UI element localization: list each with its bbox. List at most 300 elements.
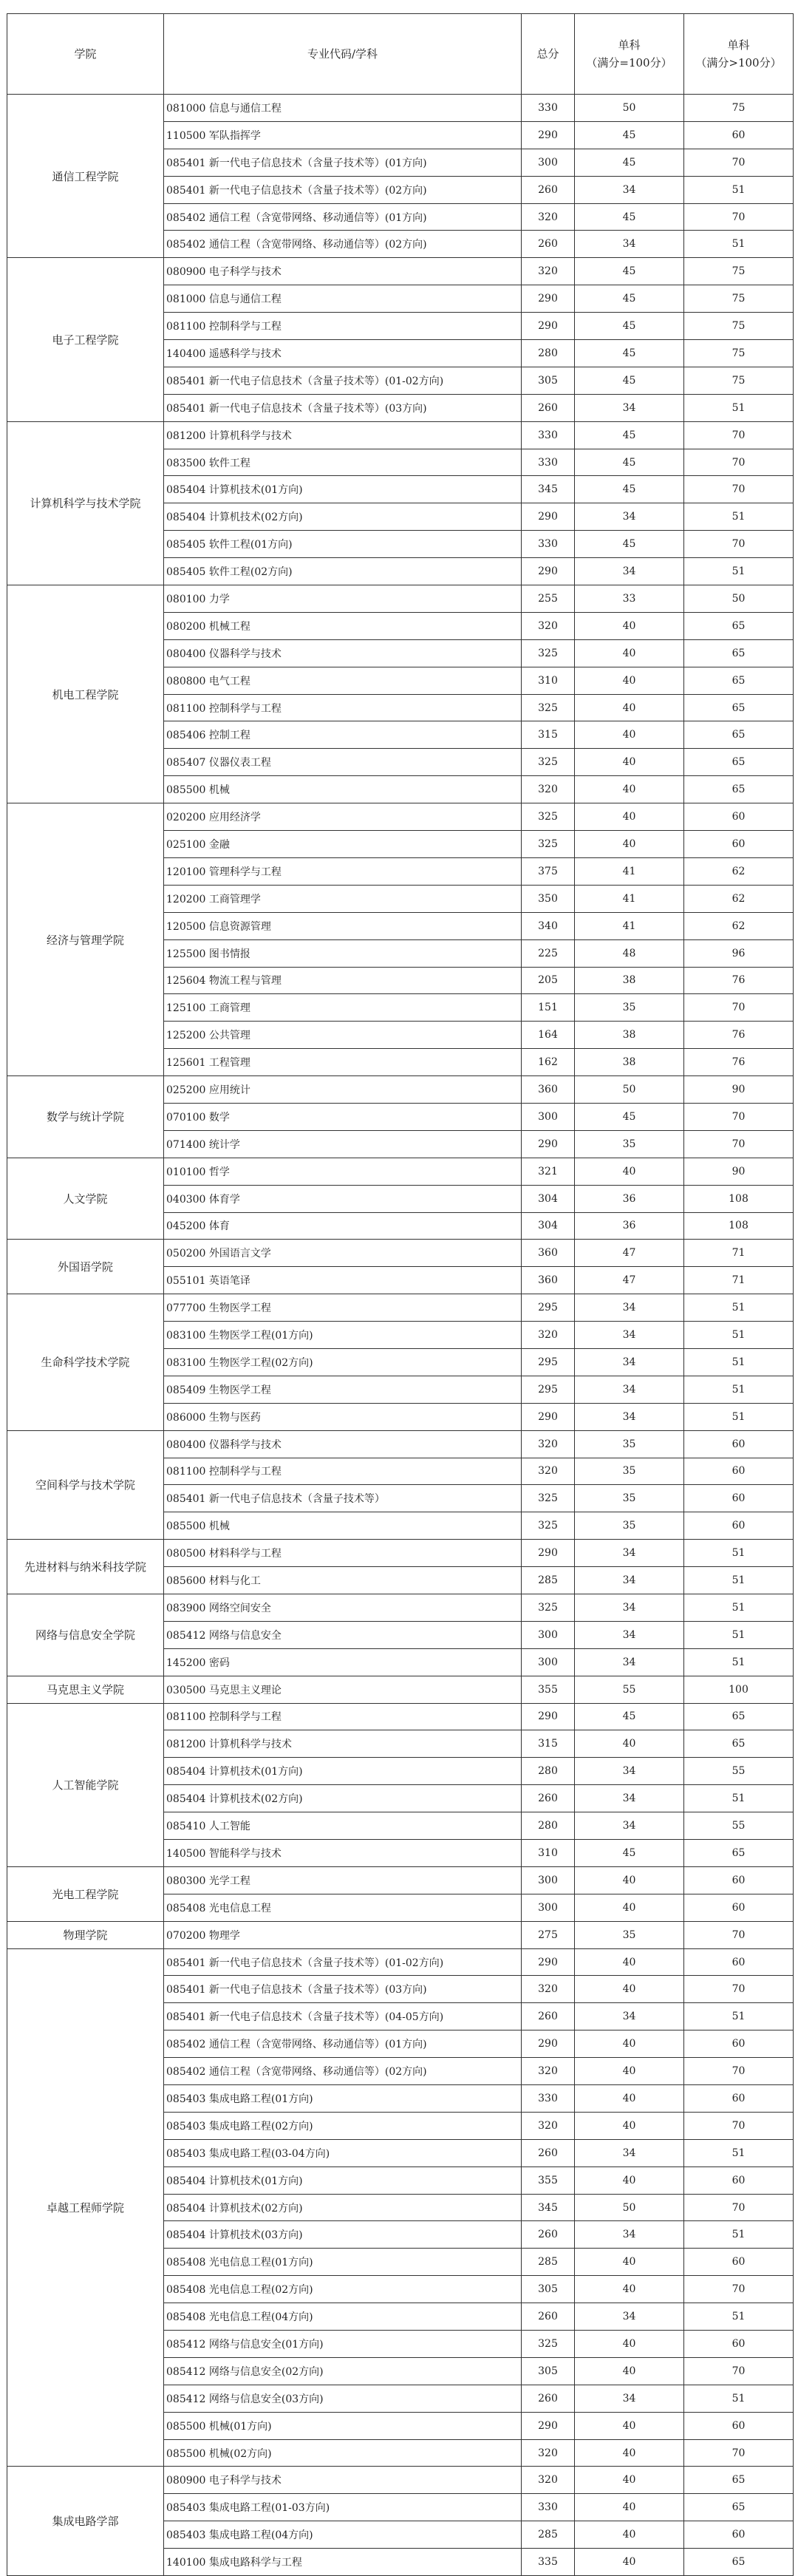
single-100-cell: 38: [575, 1049, 684, 1076]
major-cell: 083100 生物医学工程(02方向): [164, 1348, 522, 1376]
single-100-cell: 40: [575, 694, 684, 721]
single-100-cell: 50: [575, 1076, 684, 1104]
single-gt100-cell: 60: [684, 1894, 794, 1921]
total-score-cell: 320: [522, 1976, 575, 2003]
major-cell: 125601 工程管理: [164, 1049, 522, 1076]
single-gt100-cell: 65: [684, 612, 794, 639]
score-table: [7, 13, 794, 2576]
single-gt100-cell: 76: [684, 967, 794, 994]
major-cell: 040300 体育学: [164, 1185, 522, 1212]
total-score-cell: 330: [522, 531, 575, 558]
single-gt100-cell: 60: [684, 1948, 794, 1976]
single-100-cell: 40: [575, 2112, 684, 2139]
single-gt100-cell: 70: [684, 1103, 794, 1130]
single-gt100-cell: 50: [684, 585, 794, 613]
single-gt100-cell: 60: [684, 1430, 794, 1458]
single-gt100-cell: 70: [684, 149, 794, 176]
single-100-cell: 41: [575, 885, 684, 912]
major-cell: 085407 仪器仪表工程: [164, 749, 522, 776]
single-gt100-cell: 51: [684, 1540, 794, 1567]
single-gt100-cell: 70: [684, 1921, 794, 1948]
total-score-cell: 300: [522, 1621, 575, 1648]
single-gt100-cell: 70: [684, 2194, 794, 2221]
single-gt100-cell: 60: [684, 1458, 794, 1485]
single-gt100-cell: 60: [684, 1866, 794, 1894]
single-gt100-cell: 60: [684, 2030, 794, 2058]
major-cell: 085403 集成电路工程(02方向): [164, 2112, 522, 2139]
single-gt100-cell: 51: [684, 1348, 794, 1376]
major-cell: 085403 集成电路工程(01-03方向): [164, 2494, 522, 2521]
single-100-cell: 34: [575, 1294, 684, 1322]
single-100-cell: 45: [575, 203, 684, 231]
single-gt100-cell: 70: [684, 2357, 794, 2385]
total-score-cell: 295: [522, 1294, 575, 1322]
major-cell: 080800 电气工程: [164, 667, 522, 694]
total-score-cell: 260: [522, 2221, 575, 2249]
table-row: [7, 1866, 794, 1894]
total-score-cell: 325: [522, 1485, 575, 1512]
single-100-cell: 38: [575, 1022, 684, 1049]
major-cell: 010100 哲学: [164, 1158, 522, 1185]
single-100-cell: 45: [575, 476, 684, 503]
total-score-cell: 290: [522, 2412, 575, 2439]
major-cell: 083900 网络空间安全: [164, 1594, 522, 1621]
single-gt100-cell: 75: [684, 313, 794, 340]
single-100-cell: 45: [575, 1703, 684, 1730]
major-cell: 085412 网络与信息安全(03方向): [164, 2385, 522, 2412]
total-score-cell: 335: [522, 2549, 575, 2576]
single-100-cell: 45: [575, 367, 684, 394]
major-cell: 085404 计算机技术(03方向): [164, 2221, 522, 2249]
major-cell: 085401 新一代电子信息技术（含量子技术等）(01-02方向): [164, 367, 522, 394]
single-100-cell: 45: [575, 285, 684, 313]
single-gt100-cell: 55: [684, 1758, 794, 1785]
college-name: 通信工程学院: [7, 95, 164, 258]
major-cell: 085402 通信工程（含宽带网络、移动通信等）(02方向): [164, 231, 522, 258]
single-100-cell: 34: [575, 1567, 684, 1594]
total-score-cell: 164: [522, 1022, 575, 1049]
single-100-cell: 40: [575, 2331, 684, 2358]
major-cell: 120500 信息资源管理: [164, 912, 522, 939]
single-100-cell: 40: [575, 2058, 684, 2085]
total-score-cell: 285: [522, 2249, 575, 2276]
single-100-cell: 34: [575, 394, 684, 421]
major-cell: 025200 应用统计: [164, 1076, 522, 1104]
single-100-cell: 45: [575, 531, 684, 558]
total-score-cell: 305: [522, 367, 575, 394]
major-cell: 085412 网络与信息安全(01方向): [164, 2331, 522, 2358]
total-score-cell: 320: [522, 612, 575, 639]
major-cell: 085403 集成电路工程(03-04方向): [164, 2139, 522, 2167]
major-cell: 085408 光电信息工程(01方向): [164, 2249, 522, 2276]
single-100-cell: 40: [575, 612, 684, 639]
total-score-cell: 320: [522, 776, 575, 803]
single-100-cell: 35: [575, 1130, 684, 1158]
single-100-cell: 40: [575, 2357, 684, 2385]
major-cell: 085402 通信工程（含宽带网络、移动通信等）(01方向): [164, 203, 522, 231]
total-score-cell: 290: [522, 1540, 575, 1567]
total-score-cell: 260: [522, 394, 575, 421]
major-cell: 077700 生物医学工程: [164, 1294, 522, 1322]
single-gt100-cell: 75: [684, 258, 794, 285]
single-gt100-cell: 51: [684, 1785, 794, 1812]
single-gt100-cell: 60: [684, 2249, 794, 2276]
major-cell: 085404 计算机技术(01方向): [164, 2167, 522, 2194]
single-100-cell: 40: [575, 1866, 684, 1894]
total-score-cell: 320: [522, 2467, 575, 2494]
table-row: [7, 258, 794, 285]
header-major: 专业代码/学科: [164, 14, 522, 95]
single-100-cell: 34: [575, 1376, 684, 1403]
single-100-cell: 45: [575, 149, 684, 176]
single-gt100-cell: 51: [684, 558, 794, 585]
single-100-cell: 47: [575, 1240, 684, 1267]
total-score-cell: 360: [522, 1240, 575, 1267]
major-cell: 125100 工商管理: [164, 994, 522, 1022]
single-100-cell: 55: [575, 1676, 684, 1703]
table-row: [7, 1076, 794, 1104]
single-gt100-cell: 51: [684, 2003, 794, 2030]
total-score-cell: 260: [522, 231, 575, 258]
total-score-cell: 260: [522, 2385, 575, 2412]
total-score-cell: 290: [522, 1948, 575, 1976]
single-gt100-cell: 70: [684, 531, 794, 558]
college-name: 卓越工程师学院: [7, 1948, 164, 2467]
total-score-cell: 290: [522, 1403, 575, 1430]
college-name: 计算机科学与技术学院: [7, 421, 164, 585]
single-gt100-cell: 65: [684, 776, 794, 803]
single-gt100-cell: 60: [684, 831, 794, 858]
single-gt100-cell: 60: [684, 121, 794, 149]
total-score-cell: 285: [522, 2521, 575, 2549]
major-cell: 085409 生物医学工程: [164, 1376, 522, 1403]
total-score-cell: 260: [522, 2303, 575, 2331]
table-row: [7, 1594, 794, 1621]
single-gt100-cell: 76: [684, 1049, 794, 1076]
single-100-cell: 45: [575, 1103, 684, 1130]
total-score-cell: 280: [522, 340, 575, 367]
college-name: 物理学院: [7, 1921, 164, 1948]
single-gt100-cell: 60: [684, 2085, 794, 2113]
single-gt100-cell: 51: [684, 1567, 794, 1594]
major-cell: 070100 数学: [164, 1103, 522, 1130]
single-100-cell: 34: [575, 176, 684, 203]
single-100-cell: 40: [575, 2439, 684, 2467]
single-100-cell: 34: [575, 1621, 684, 1648]
header-single-100: [575, 14, 684, 95]
total-score-cell: 320: [522, 1322, 575, 1349]
single-100-cell: 45: [575, 313, 684, 340]
major-cell: 085404 计算机技术(01方向): [164, 1758, 522, 1785]
single-100-cell: 36: [575, 1185, 684, 1212]
single-100-cell: 34: [575, 2003, 684, 2030]
major-cell: 085404 计算机技术(02方向): [164, 503, 522, 531]
major-cell: 120200 工商管理学: [164, 885, 522, 912]
single-100-cell: 34: [575, 558, 684, 585]
major-cell: 140400 遥感科学与技术: [164, 340, 522, 367]
single-100-cell: 40: [575, 2549, 684, 2576]
single-gt100-cell: 51: [684, 2303, 794, 2331]
single-100-cell: 34: [575, 503, 684, 531]
single-gt100-cell: 70: [684, 1976, 794, 2003]
single-gt100-cell: 65: [684, 667, 794, 694]
single-gt100-cell: 51: [684, 2221, 794, 2249]
table-row: [7, 585, 794, 613]
major-cell: 085401 新一代电子信息技术（含量子技术等）(04-05方向): [164, 2003, 522, 2030]
major-cell: 085600 材料与化工: [164, 1567, 522, 1594]
total-score-cell: 350: [522, 885, 575, 912]
major-cell: 071400 统计学: [164, 1130, 522, 1158]
single-gt100-cell: 51: [684, 1621, 794, 1648]
total-score-cell: 325: [522, 749, 575, 776]
single-100-cell: 47: [575, 1267, 684, 1294]
single-100-cell: 40: [575, 2085, 684, 2113]
total-score-cell: 205: [522, 967, 575, 994]
major-cell: 080500 材料科学与工程: [164, 1540, 522, 1567]
single-gt100-cell: 51: [684, 1648, 794, 1676]
total-score-cell: 260: [522, 1785, 575, 1812]
single-gt100-cell: 90: [684, 1158, 794, 1185]
header-total: 总分: [522, 14, 575, 95]
college-name: 人文学院: [7, 1158, 164, 1240]
total-score-cell: 290: [522, 558, 575, 585]
single-gt100-cell: 65: [684, 1703, 794, 1730]
header-single-gt100: [684, 14, 794, 95]
major-cell: 085406 控制工程: [164, 721, 522, 749]
total-score-cell: 305: [522, 2357, 575, 2385]
major-cell: 085500 机械: [164, 776, 522, 803]
header-single-100-line2: （满分=100分）: [586, 56, 672, 69]
total-score-cell: 355: [522, 1676, 575, 1703]
table-header: [7, 14, 794, 95]
single-100-cell: 35: [575, 1485, 684, 1512]
total-score-cell: 162: [522, 1049, 575, 1076]
total-score-cell: 345: [522, 2194, 575, 2221]
major-cell: 020200 应用经济学: [164, 803, 522, 831]
college-name: 经济与管理学院: [7, 803, 164, 1076]
table-row: [7, 1294, 794, 1322]
single-gt100-cell: 62: [684, 912, 794, 939]
total-score-cell: 325: [522, 1512, 575, 1540]
total-score-cell: 321: [522, 1158, 575, 1185]
single-100-cell: 34: [575, 1648, 684, 1676]
total-score-cell: 260: [522, 2003, 575, 2030]
single-100-cell: 45: [575, 121, 684, 149]
table-row: [7, 1676, 794, 1703]
single-gt100-cell: 51: [684, 1322, 794, 1349]
total-score-cell: 320: [522, 258, 575, 285]
single-100-cell: 45: [575, 421, 684, 449]
single-gt100-cell: 60: [684, 2412, 794, 2439]
major-cell: 085401 新一代电子信息技术（含量子技术等）(03方向): [164, 1976, 522, 2003]
single-100-cell: 40: [575, 2030, 684, 2058]
major-cell: 085402 通信工程（含宽带网络、移动通信等）(02方向): [164, 2058, 522, 2085]
single-gt100-cell: 51: [684, 1294, 794, 1322]
total-score-cell: 310: [522, 1840, 575, 1867]
single-gt100-cell: 51: [684, 1594, 794, 1621]
single-gt100-cell: 75: [684, 285, 794, 313]
single-gt100-cell: 100: [684, 1676, 794, 1703]
total-score-cell: 280: [522, 1758, 575, 1785]
major-cell: 025100 金融: [164, 831, 522, 858]
major-cell: 081200 计算机科学与技术: [164, 421, 522, 449]
college-name: 生命科学技术学院: [7, 1294, 164, 1430]
college-name: 数学与统计学院: [7, 1076, 164, 1158]
single-gt100-cell: 96: [684, 939, 794, 967]
total-score-cell: 300: [522, 1866, 575, 1894]
major-cell: 081000 信息与通信工程: [164, 95, 522, 122]
total-score-cell: 320: [522, 1458, 575, 1485]
single-100-cell: 34: [575, 1785, 684, 1812]
major-cell: 085412 网络与信息安全(02方向): [164, 2357, 522, 2385]
total-score-cell: 325: [522, 803, 575, 831]
single-gt100-cell: 75: [684, 95, 794, 122]
major-cell: 085401 新一代电子信息技术（含量子技术等）: [164, 1485, 522, 1512]
major-cell: 085404 计算机技术(02方向): [164, 2194, 522, 2221]
college-name: 马克思主义学院: [7, 1676, 164, 1703]
single-100-cell: 34: [575, 2139, 684, 2167]
single-gt100-cell: 51: [684, 394, 794, 421]
major-cell: 081100 控制科学与工程: [164, 1458, 522, 1485]
total-score-cell: 290: [522, 285, 575, 313]
single-gt100-cell: 75: [684, 340, 794, 367]
total-score-cell: 295: [522, 1376, 575, 1403]
college-name: 人工智能学院: [7, 1703, 164, 1866]
table-row: [7, 95, 794, 122]
college-name: 外国语学院: [7, 1240, 164, 1294]
total-score-cell: 345: [522, 476, 575, 503]
total-score-cell: 360: [522, 1267, 575, 1294]
single-100-cell: 34: [575, 1322, 684, 1349]
single-100-cell: 45: [575, 340, 684, 367]
single-gt100-cell: 75: [684, 367, 794, 394]
single-100-cell: 40: [575, 1976, 684, 2003]
total-score-cell: 290: [522, 1130, 575, 1158]
major-cell: 055101 英语笔译: [164, 1267, 522, 1294]
major-cell: 085401 新一代电子信息技术（含量子技术等）(02方向): [164, 176, 522, 203]
total-score-cell: 285: [522, 1567, 575, 1594]
single-gt100-cell: 70: [684, 994, 794, 1022]
total-score-cell: 315: [522, 1730, 575, 1758]
college-name: 电子工程学院: [7, 258, 164, 421]
major-cell: 085403 集成电路工程(01方向): [164, 2085, 522, 2113]
major-cell: 080300 光学工程: [164, 1866, 522, 1894]
major-cell: 085401 新一代电子信息技术（含量子技术等）(01-02方向): [164, 1948, 522, 1976]
single-100-cell: 50: [575, 95, 684, 122]
total-score-cell: 290: [522, 313, 575, 340]
major-cell: 081100 控制科学与工程: [164, 313, 522, 340]
single-100-cell: 40: [575, 1948, 684, 1976]
single-gt100-cell: 108: [684, 1185, 794, 1212]
table-row: [7, 2467, 794, 2494]
major-cell: 140100 集成电路科学与工程: [164, 2549, 522, 2576]
total-score-cell: 340: [522, 912, 575, 939]
single-100-cell: 40: [575, 831, 684, 858]
single-gt100-cell: 65: [684, 749, 794, 776]
total-score-cell: 255: [522, 585, 575, 613]
total-score-cell: 325: [522, 639, 575, 667]
college-name: 光电工程学院: [7, 1866, 164, 1921]
major-cell: 081000 信息与通信工程: [164, 285, 522, 313]
single-100-cell: 34: [575, 2303, 684, 2331]
single-100-cell: 35: [575, 1458, 684, 1485]
single-100-cell: 34: [575, 2385, 684, 2412]
single-gt100-cell: 51: [684, 231, 794, 258]
single-gt100-cell: 70: [684, 421, 794, 449]
total-score-cell: 260: [522, 176, 575, 203]
total-score-cell: 325: [522, 694, 575, 721]
single-100-cell: 40: [575, 776, 684, 803]
single-gt100-cell: 71: [684, 1267, 794, 1294]
single-100-cell: 35: [575, 1921, 684, 1948]
total-score-cell: 315: [522, 721, 575, 749]
total-score-cell: 275: [522, 1921, 575, 1948]
single-100-cell: 36: [575, 1212, 684, 1240]
major-cell: 085412 网络与信息安全: [164, 1621, 522, 1648]
single-gt100-cell: 62: [684, 885, 794, 912]
single-gt100-cell: 65: [684, 1730, 794, 1758]
header-single-gt100-line2: （满分>100分）: [695, 56, 782, 69]
total-score-cell: 280: [522, 1812, 575, 1840]
single-gt100-cell: 76: [684, 1022, 794, 1049]
total-score-cell: 260: [522, 2139, 575, 2167]
single-100-cell: 41: [575, 857, 684, 885]
total-score-cell: 320: [522, 2439, 575, 2467]
major-cell: 081200 计算机科学与技术: [164, 1730, 522, 1758]
single-100-cell: 34: [575, 1348, 684, 1376]
major-cell: 030500 马克思主义理论: [164, 1676, 522, 1703]
table-row: [7, 1240, 794, 1267]
total-score-cell: 300: [522, 1103, 575, 1130]
single-gt100-cell: 70: [684, 2058, 794, 2085]
single-gt100-cell: 51: [684, 176, 794, 203]
total-score-cell: 300: [522, 1648, 575, 1676]
single-gt100-cell: 70: [684, 476, 794, 503]
major-cell: 083100 生物医学工程(01方向): [164, 1322, 522, 1349]
college-name: 机电工程学院: [7, 585, 164, 803]
single-gt100-cell: 55: [684, 1812, 794, 1840]
table-row: [7, 1921, 794, 1948]
single-gt100-cell: 62: [684, 857, 794, 885]
single-gt100-cell: 70: [684, 1130, 794, 1158]
single-gt100-cell: 65: [684, 721, 794, 749]
single-100-cell: 40: [575, 2494, 684, 2521]
major-cell: 080900 电子科学与技术: [164, 258, 522, 285]
college-name: 集成电路学部: [7, 2467, 164, 2576]
single-gt100-cell: 60: [684, 803, 794, 831]
major-cell: 085408 光电信息工程(04方向): [164, 2303, 522, 2331]
table-row: [7, 1158, 794, 1185]
single-100-cell: 34: [575, 1403, 684, 1430]
single-100-cell: 34: [575, 1540, 684, 1567]
college-name: 先进材料与纳米科技学院: [7, 1540, 164, 1594]
major-cell: 085410 人工智能: [164, 1812, 522, 1840]
table-body: [7, 95, 794, 2576]
major-cell: 125604 物流工程与管理: [164, 967, 522, 994]
single-gt100-cell: 70: [684, 203, 794, 231]
single-100-cell: 40: [575, 1158, 684, 1185]
total-score-cell: 295: [522, 1348, 575, 1376]
single-100-cell: 38: [575, 967, 684, 994]
table-row: [7, 1540, 794, 1567]
table-row: [7, 1948, 794, 1976]
major-cell: 080100 力学: [164, 585, 522, 613]
major-cell: 085402 通信工程（含宽带网络、移动通信等）(01方向): [164, 2030, 522, 2058]
single-100-cell: 35: [575, 994, 684, 1022]
single-gt100-cell: 65: [684, 2494, 794, 2521]
major-cell: 145200 密码: [164, 1648, 522, 1676]
single-100-cell: 40: [575, 2412, 684, 2439]
